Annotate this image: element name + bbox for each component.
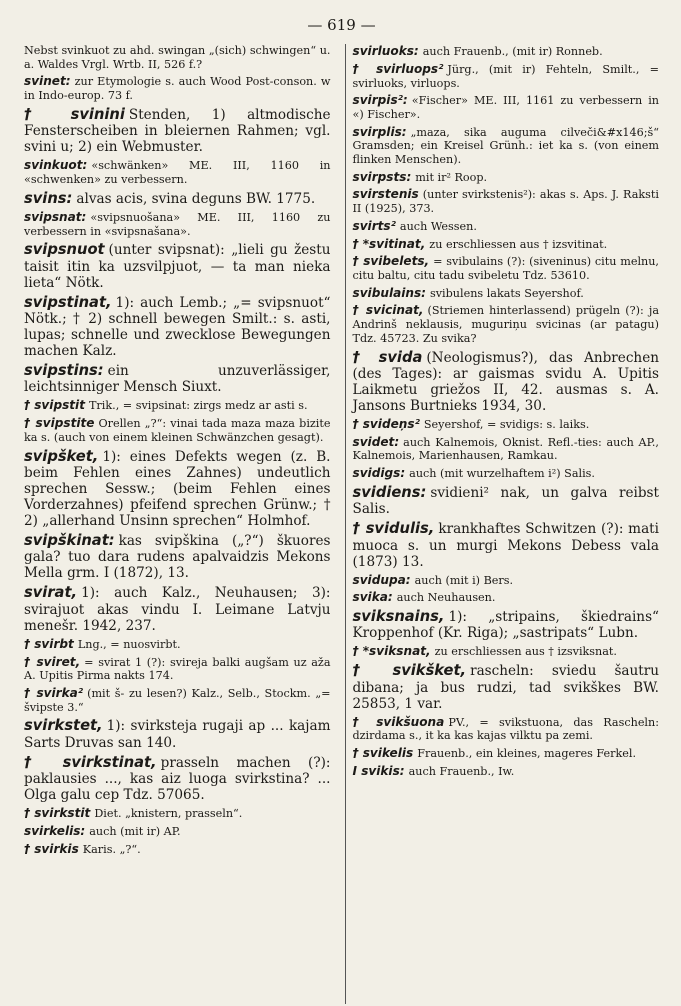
- dictionary-entry: [353, 187, 660, 215]
- dictionary-entry: [24, 686, 331, 714]
- dictionary-entry: [353, 466, 660, 481]
- entry-text: Jürg., (mit ir) Fehteln, Smilt., = svirluoks, virluops.: [352, 62, 659, 90]
- entry-headword: † svicinat,: [352, 303, 424, 318]
- dictionary-entry: [353, 662, 660, 711]
- dictionary-entry: [353, 286, 660, 301]
- entry-text: auch Neuhausen.: [396, 591, 496, 605]
- entry-headword: † *sviksnat,: [352, 644, 431, 659]
- dictionary-entry: [24, 655, 331, 683]
- dictionary-entry: [24, 190, 331, 207]
- entry-headword: svibulains:: [352, 285, 426, 300]
- entry-headword: svirkelis:: [24, 823, 86, 838]
- dictionary-entry: [353, 590, 660, 605]
- dictionary-entry: [24, 824, 331, 839]
- entry-headword: svipsnat:: [24, 209, 87, 224]
- entry-text: (mit š- zu lesen?) Kalz., Selb., Stockm. „= švipste 3.“: [24, 686, 331, 714]
- dictionary-entry: [353, 125, 660, 167]
- entry-headword: sviksnains,: [352, 608, 445, 626]
- left-column: [24, 44, 339, 859]
- entry-headword: svirpsts:: [352, 169, 412, 184]
- entry-text: „maza, sika auguma cilveči&#x146;š“ Gramsden; ein Kreisel Grünh.: iet ka s. (von einem flinken Menschen).: [352, 125, 659, 166]
- entry-text: (unter svirkstenis²): akas s. Aps. J. Raksti II (1925), 373.: [352, 188, 659, 216]
- dictionary-entry: [24, 806, 331, 821]
- entry-text: auch Kalnemois, Oknist. Refl.-ties: auch AP., Kalnemois, Marienhausen, Ramkau.: [352, 435, 659, 463]
- entry-text: «schwänken» ME. III, 1160 in «schwenken» zu verbessern.: [24, 159, 331, 186]
- entry-headword: svipstinat,: [24, 293, 112, 311]
- dictionary-entry: [24, 842, 331, 857]
- entry-text: = svirat 1 (?): svireja balki augšam uz aža A. Upitis Pirma nakts 174.: [24, 655, 331, 683]
- entry-headword: † svikelis: [352, 745, 414, 760]
- dictionary-entry: [353, 62, 660, 90]
- entry-headword: svirluoks:: [352, 44, 419, 58]
- dictionary-entry: [353, 219, 660, 234]
- entry-text: auch (mit ir) AP.: [89, 824, 181, 838]
- entry-headword: † svirka²: [24, 685, 84, 700]
- entry-headword: † svirkis: [24, 841, 79, 856]
- entry-text: PV., = svikstuona, das Rascheln: dzirdama s., it ka kas kajas vilktu pa zemi.: [352, 715, 659, 743]
- entry-headword: † svirbt: [24, 636, 74, 651]
- dictionary-entry: [353, 715, 660, 743]
- entry-headword: svidigs:: [352, 466, 406, 481]
- entry-headword: svirts²: [352, 218, 396, 233]
- page-number: — 619 —: [307, 16, 376, 34]
- entry-headword: † svirkstit: [24, 806, 91, 821]
- entry-text: rascheln: sviedu šautru dibana; ja bus rudzi, tad svikškes BW. 25853, 1 var.: [352, 663, 659, 712]
- entry-headword: † svikšket,: [352, 662, 467, 680]
- dictionary-entry: [24, 210, 331, 238]
- entry-text: ein unzuverlässiger, leichtsinniger Mensch Siuxt.: [24, 363, 331, 396]
- entry-text: auch (mit wurzelhaftem i²) Salis.: [409, 467, 595, 481]
- entry-headword: † svirluops²: [352, 61, 444, 76]
- entry-headword: † svinini: [24, 105, 125, 123]
- entry-headword: svidet:: [352, 434, 400, 449]
- dictionary-entry: [353, 746, 660, 761]
- dictionary-entry: [353, 93, 660, 121]
- dictionary-entry: [24, 241, 331, 290]
- dictionary-entry: [353, 237, 660, 252]
- dictionary-entry: [24, 754, 331, 803]
- entry-text: = svibulains (?): (siveninus) citu melnu, citu baltu, citu tadu svibeletu Tdz. 53610.: [352, 255, 659, 283]
- dictionary-entry: [24, 717, 331, 750]
- dictionary-entry: [24, 294, 331, 359]
- right-column: [353, 44, 660, 859]
- entry-headword: svirat,: [24, 584, 78, 602]
- entry-headword: † sviret,: [24, 654, 81, 669]
- entry-text: Lng., = nuosvirbt.: [77, 637, 181, 651]
- dictionary-entry: [353, 520, 660, 569]
- entry-text: zur Etymologie s. auch Wood Post-conson. w in Indo-europ. 73 f.: [24, 75, 331, 103]
- entry-text: 1): auch Lemb.; „= svipsnuot“ Nötk.; † 2) schnell bewegen Smilt.: s. asti, lupas; schnelle und zwecklose Bewegungen machen Kalz.: [24, 294, 331, 360]
- entry-headword: svinet:: [24, 74, 71, 89]
- entry-text: (Neologismus?), das Anbrechen (des Tages): ar gaismas svidu A. Upitis Laikmetu griežos II, 42. ausmas s. A. Jansons Burtnieks 1934, 30.: [352, 349, 659, 414]
- entry-headword: svipstins:: [24, 362, 104, 380]
- dictionary-entry: [24, 74, 331, 102]
- entry-text: zu erschliessen aus † izsvitinat.: [429, 237, 608, 251]
- entry-headword: svirpis²:: [352, 93, 408, 108]
- entry-headword: svipšket,: [24, 447, 99, 465]
- entry-headword: † svipstite: [24, 416, 95, 431]
- entry-headword: svidiens:: [352, 483, 427, 501]
- entry-headword: † svibelets,: [352, 254, 430, 269]
- entry-text: prasseln machen (?): paklausies ..., kas aiz luoga svirkstina? ... Olga galu cep Tdz. 57065.: [24, 754, 331, 804]
- entry-text: (unter svipsnat): „lieli gu žestu taisit itin ka uzsvilpjuot, — ta man nieka lieta“ Nötk.: [24, 242, 331, 291]
- dictionary-entry: [353, 484, 660, 517]
- dictionary-entry: [353, 435, 660, 463]
- entry-text: 1): eines Defekts wegen (z. B. beim Fehlen eines Zahnes) undeutlich sprechen Sessw.; (beim Fehlen eines Vorderzahnes) pfeifend sprechen Grünw.; † 2) „allerhand Unsinn sprechen“ Holmhof.: [24, 448, 331, 529]
- dictionary-entry: [24, 637, 331, 652]
- entry-headword: svidupa:: [352, 572, 411, 587]
- dictionary-entry: [24, 44, 331, 71]
- entry-headword: † svikšuona: [352, 714, 445, 729]
- dictionary-entry: [24, 362, 331, 395]
- dictionary-entry: [353, 644, 660, 659]
- entry-headword: † svida: [352, 348, 423, 366]
- entry-text: auch Frauenb., Iw.: [408, 764, 515, 778]
- dictionary-entry: [353, 573, 660, 588]
- dictionary-entry: [353, 303, 660, 345]
- dictionary-entry: [353, 608, 660, 641]
- entry-text: Frauenb., ein kleines, mageres Ferkel.: [417, 746, 637, 760]
- entry-text: zu erschliessen aus † izsviksnat.: [434, 645, 617, 659]
- entry-headword: † svirkstinat,: [24, 753, 157, 771]
- dictionary-entry: [353, 254, 660, 282]
- entry-text: Diet. „knistern, prasseln“.: [94, 807, 243, 821]
- dictionary-entry: [24, 532, 331, 581]
- entry-text: Karis. „?“.: [82, 842, 141, 856]
- entry-text: «svipsnuošana» ME. III, 1160 zu verbessern in «svipsnašana».: [24, 210, 331, 238]
- entry-headword: I svikis:: [352, 763, 405, 778]
- entry-text: Nebst svinkuot zu ahd. swingan „(sich) schwingen“ u. a. Waldes Vrgl. Wrtb. II, 526 f.?: [24, 44, 331, 71]
- entry-headword: † svideņs²: [352, 416, 420, 431]
- entry-text: svidieni² nak, un galva reibst Salis.: [352, 484, 659, 518]
- entry-headword: † *svitinat,: [352, 236, 426, 251]
- entry-text: Seyershof, = svidigs: s. laiks.: [423, 417, 590, 431]
- entry-text: svibulens lakats Seyershof.: [430, 286, 584, 300]
- dictionary-entry: [24, 584, 331, 633]
- entry-text: Stenden, 1) altmodische Fensterscheiben in bleiernen Rahmen; vgl. svini u; 2) ein Webmuster.: [24, 106, 331, 156]
- dictionary-entry: [353, 417, 660, 432]
- entry-headword: svipsnuot: [24, 241, 105, 259]
- entry-text: Trik., = svipsinat: zirgs medz ar asti s.: [88, 399, 308, 413]
- entry-text: auch Wessen.: [399, 219, 477, 233]
- entry-headword: † svidulis,: [352, 520, 435, 538]
- dictionary-entry: [24, 416, 331, 444]
- entry-text: Orellen „?“: vinai tada maza maza bizite ka s. (auch von einem kleinen Schwänzchen gesagt).: [24, 417, 331, 444]
- entry-text: 1): svirksteja rugaji ap ... kajam Sarts Druvas san 140.: [24, 718, 331, 751]
- entry-text: mit ir² Roop.: [415, 170, 488, 184]
- dictionary-entry: [353, 349, 660, 414]
- entry-headword: svirkstet,: [24, 717, 103, 735]
- entry-headword: svins:: [24, 189, 73, 207]
- entry-headword: svipškinat:: [24, 532, 115, 550]
- dictionary-entry: [353, 170, 660, 185]
- dictionary-entry: [24, 158, 331, 186]
- entry-text: (Striemen hinterlassend) prügeln (?): ja Andrinš neklausis, muguriņu svicinas (ar patagu) Tdz. 45723. Zu svika?: [352, 304, 659, 345]
- entry-headword: svirstenis: [352, 187, 419, 202]
- entry-text: 1): „stripains, škiedrains“ Kroppenhof (Kr. Riga); „sastripats“ Lubn.: [352, 609, 659, 642]
- entry-headword: † svipstit: [24, 398, 85, 413]
- entry-text: krankhaftes Schwitzen (?): mati muoca s. un murgi Mekons Debess vala (1873) 13.: [352, 521, 659, 570]
- entry-text: kas svipškina („?“) škuores gala? tuo dara rudens apalvaidzis Mekons Mella grm. I (1872), 13.: [24, 533, 331, 582]
- dictionary-entry: [24, 398, 331, 413]
- entry-text: auch Frauenb., (mit ir) Ronneb.: [422, 45, 603, 58]
- dictionary-entry: [353, 764, 660, 779]
- entry-text: alvas acis, svina deguns BW. 1775.: [76, 190, 316, 207]
- entry-headword: svinkuot:: [24, 158, 88, 173]
- entry-text: «Fischer» ME. III, 1161 zu verbessern in «) Fischer».: [352, 94, 659, 121]
- dictionary-entry: [353, 44, 660, 59]
- entry-headword: svika:: [352, 590, 393, 605]
- entry-text: 1): auch Kalz., Neuhausen; 3): svirajuot akas vindu I. Leimane Latvju menešr. 1942, 237.: [24, 585, 331, 634]
- entry-headword: svirplis:: [352, 124, 407, 139]
- dictionary-entry: [24, 106, 331, 155]
- columns: [24, 44, 659, 859]
- dictionary-entry: [24, 448, 331, 529]
- entry-text: auch (mit i) Bers.: [414, 573, 514, 587]
